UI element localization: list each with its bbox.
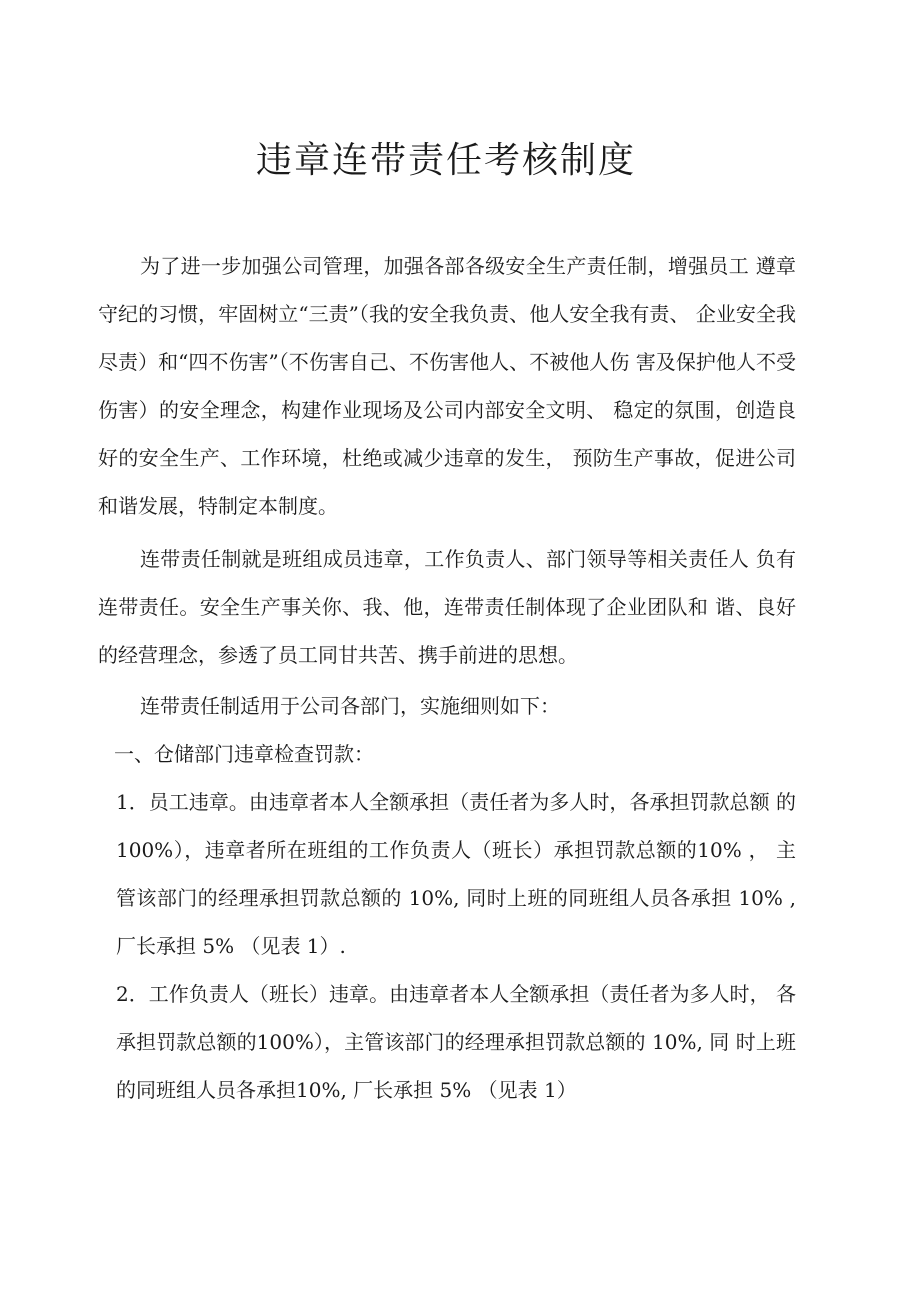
scope-paragraph: 连带责任制适用于公司各部门，实施细则如下： bbox=[140, 694, 560, 718]
document-body bbox=[98, 242, 796, 1114]
section-heading: 一、仓储部门违章检查罚款： bbox=[114, 742, 374, 766]
definition-paragraph: 连带责任制就是班组成员违章，工作负责人、部门领导等相关责任人 负有连带责任。安全生产事关你、我、他，连带责任制体现了企业团队和 谐、良好的经营理念，参透了员工同甘共苦、携手前进的思想。 bbox=[98, 547, 796, 667]
document-title: 违章连带责任考核制度 bbox=[255, 140, 636, 181]
list-item: 2．工作负责人（班长）违章。由违章者本人全额承担（责任者为多人时， 各承担罚款总额的100%），主管该部门的经理承担罚款总额的 10%, 同 时上班的同班组人员各承担10%, 厂长承担 5% （见表 1） bbox=[116, 982, 796, 1102]
list-item: 1．员工违章。由违章者本人全额承担（责任者为多人时，各承担罚款总额 的100%），违章者所在班组的工作负责人（班长）承担罚款总额的10% ， 主管该部门的经理承担罚款总额的 10%, 同时上班的同班组人员各承担 10% , 厂长承担 5% （见表 1）. bbox=[116, 790, 796, 958]
intro-paragraph: 为了进一步加强公司管理，加强各部各级安全生产责任制，增强员工 遵章守纪的习惯，牢固树立“三责”（我的安全我负责、他人安全我有责、 企业安全我尽责）和“四不伤害”（不伤害自己、不伤害他人、不被他人伤 害及保护他人不受伤害）的安全理念，构建作业现场及公司内部安全文明、 稳定的氛围，创造良好的安全生产、工作环境，杜绝或减少违章的发生， 预防生产事故，促进公司和谐发展，特制定本制度。 bbox=[98, 254, 796, 518]
